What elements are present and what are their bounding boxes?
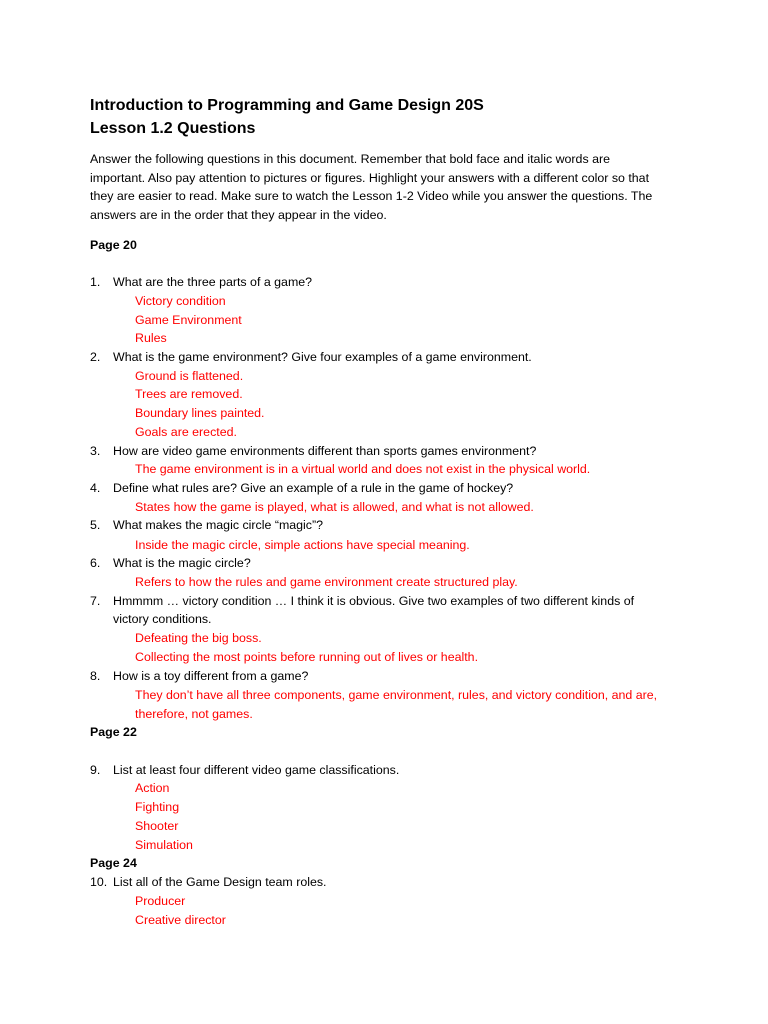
question-text: What are the three parts of a game? bbox=[113, 275, 313, 289]
section-heading-page-24: Page 24 bbox=[90, 856, 137, 870]
question-text: Hmmmm … victory condition … I think it is obvious. Give two examples of two different kinds of bbox=[113, 594, 635, 608]
question-number: 6. bbox=[90, 556, 101, 570]
answer-text: therefore, not games. bbox=[135, 707, 253, 721]
answer-text: Inside the magic circle, simple actions have special meaning. bbox=[135, 538, 470, 552]
answer-text: The game environment is in a virtual world and does not exist in the physical world. bbox=[135, 462, 591, 476]
question-text: List at least four different video game classifications. bbox=[113, 763, 400, 777]
question-number: 7. bbox=[90, 594, 101, 608]
question-number: 4. bbox=[90, 481, 101, 495]
answer-text: Boundary lines painted. bbox=[135, 406, 265, 420]
title-line-1: Introduction to Programming and Game Design 20S bbox=[90, 97, 484, 114]
answer-text: Producer bbox=[135, 894, 186, 908]
question-text: How are video game environments different than sports games environment? bbox=[113, 444, 537, 458]
question-number: 8. bbox=[90, 669, 101, 683]
section-heading-page-22: Page 22 bbox=[90, 725, 137, 739]
answer-text: Creative director bbox=[135, 913, 226, 927]
question-number: 10. bbox=[90, 875, 108, 889]
question-number: 5. bbox=[90, 518, 101, 532]
answer-text: Ground is flattened. bbox=[135, 369, 244, 383]
section-heading-page-20: Page 20 bbox=[90, 238, 137, 252]
answer-text: Rules bbox=[135, 331, 167, 345]
answer-text: Action bbox=[135, 781, 170, 795]
intro-paragraph bbox=[90, 150, 690, 225]
question-number: 9. bbox=[90, 763, 101, 777]
question-number: 1. bbox=[90, 275, 101, 289]
answer-text: Victory condition bbox=[135, 294, 226, 308]
question-text: What is the game environment? Give four examples of a game environment. bbox=[113, 350, 532, 364]
answer-text: States how the game is played, what is allowed, and what is not allowed. bbox=[135, 500, 534, 514]
question-text: What is the magic circle? bbox=[113, 556, 251, 570]
answer-text: They don’t have all three components, game environment, rules, and victory condition, and are, bbox=[135, 688, 658, 702]
answer-text: Game Environment bbox=[135, 313, 242, 327]
question-number: 2. bbox=[90, 350, 101, 364]
answer-text: Defeating the big boss. bbox=[135, 631, 262, 645]
question-number: 3. bbox=[90, 444, 101, 458]
question-text: List all of the Game Design team roles. bbox=[113, 875, 327, 889]
intro-line: they are easier to read. Make sure to watch the Lesson 1-2 Video while you answer the questions. The bbox=[90, 189, 653, 204]
question-text: How is a toy different from a game? bbox=[113, 669, 309, 683]
answer-text: Fighting bbox=[135, 800, 180, 814]
question-text: What makes the magic circle “magic”? bbox=[113, 518, 324, 532]
title-line-2: Lesson 1.2 Questions bbox=[90, 120, 256, 137]
intro-line: Answer the following questions in this document. Remember that bold face and italic words are bbox=[90, 152, 610, 166]
intro-line: important. Also pay attention to pictures or figures. Highlight your answers with a different color so that bbox=[90, 170, 650, 185]
answer-text: Trees are removed. bbox=[135, 387, 243, 401]
answer-text: Simulation bbox=[135, 838, 193, 852]
answer-text: Goals are erected. bbox=[135, 425, 237, 439]
answer-text: Shooter bbox=[135, 819, 179, 833]
answer-text: Collecting the most points before running out of lives or health. bbox=[135, 650, 479, 664]
question-text: victory conditions. bbox=[113, 612, 212, 626]
answer-text: Refers to how the rules and game environment create structured play. bbox=[135, 575, 518, 589]
intro-line: answers are in the order that they appear in the video. bbox=[90, 208, 387, 223]
document-title bbox=[90, 94, 484, 140]
question-text: Define what rules are? Give an example of a rule in the game of hockey? bbox=[113, 481, 514, 495]
